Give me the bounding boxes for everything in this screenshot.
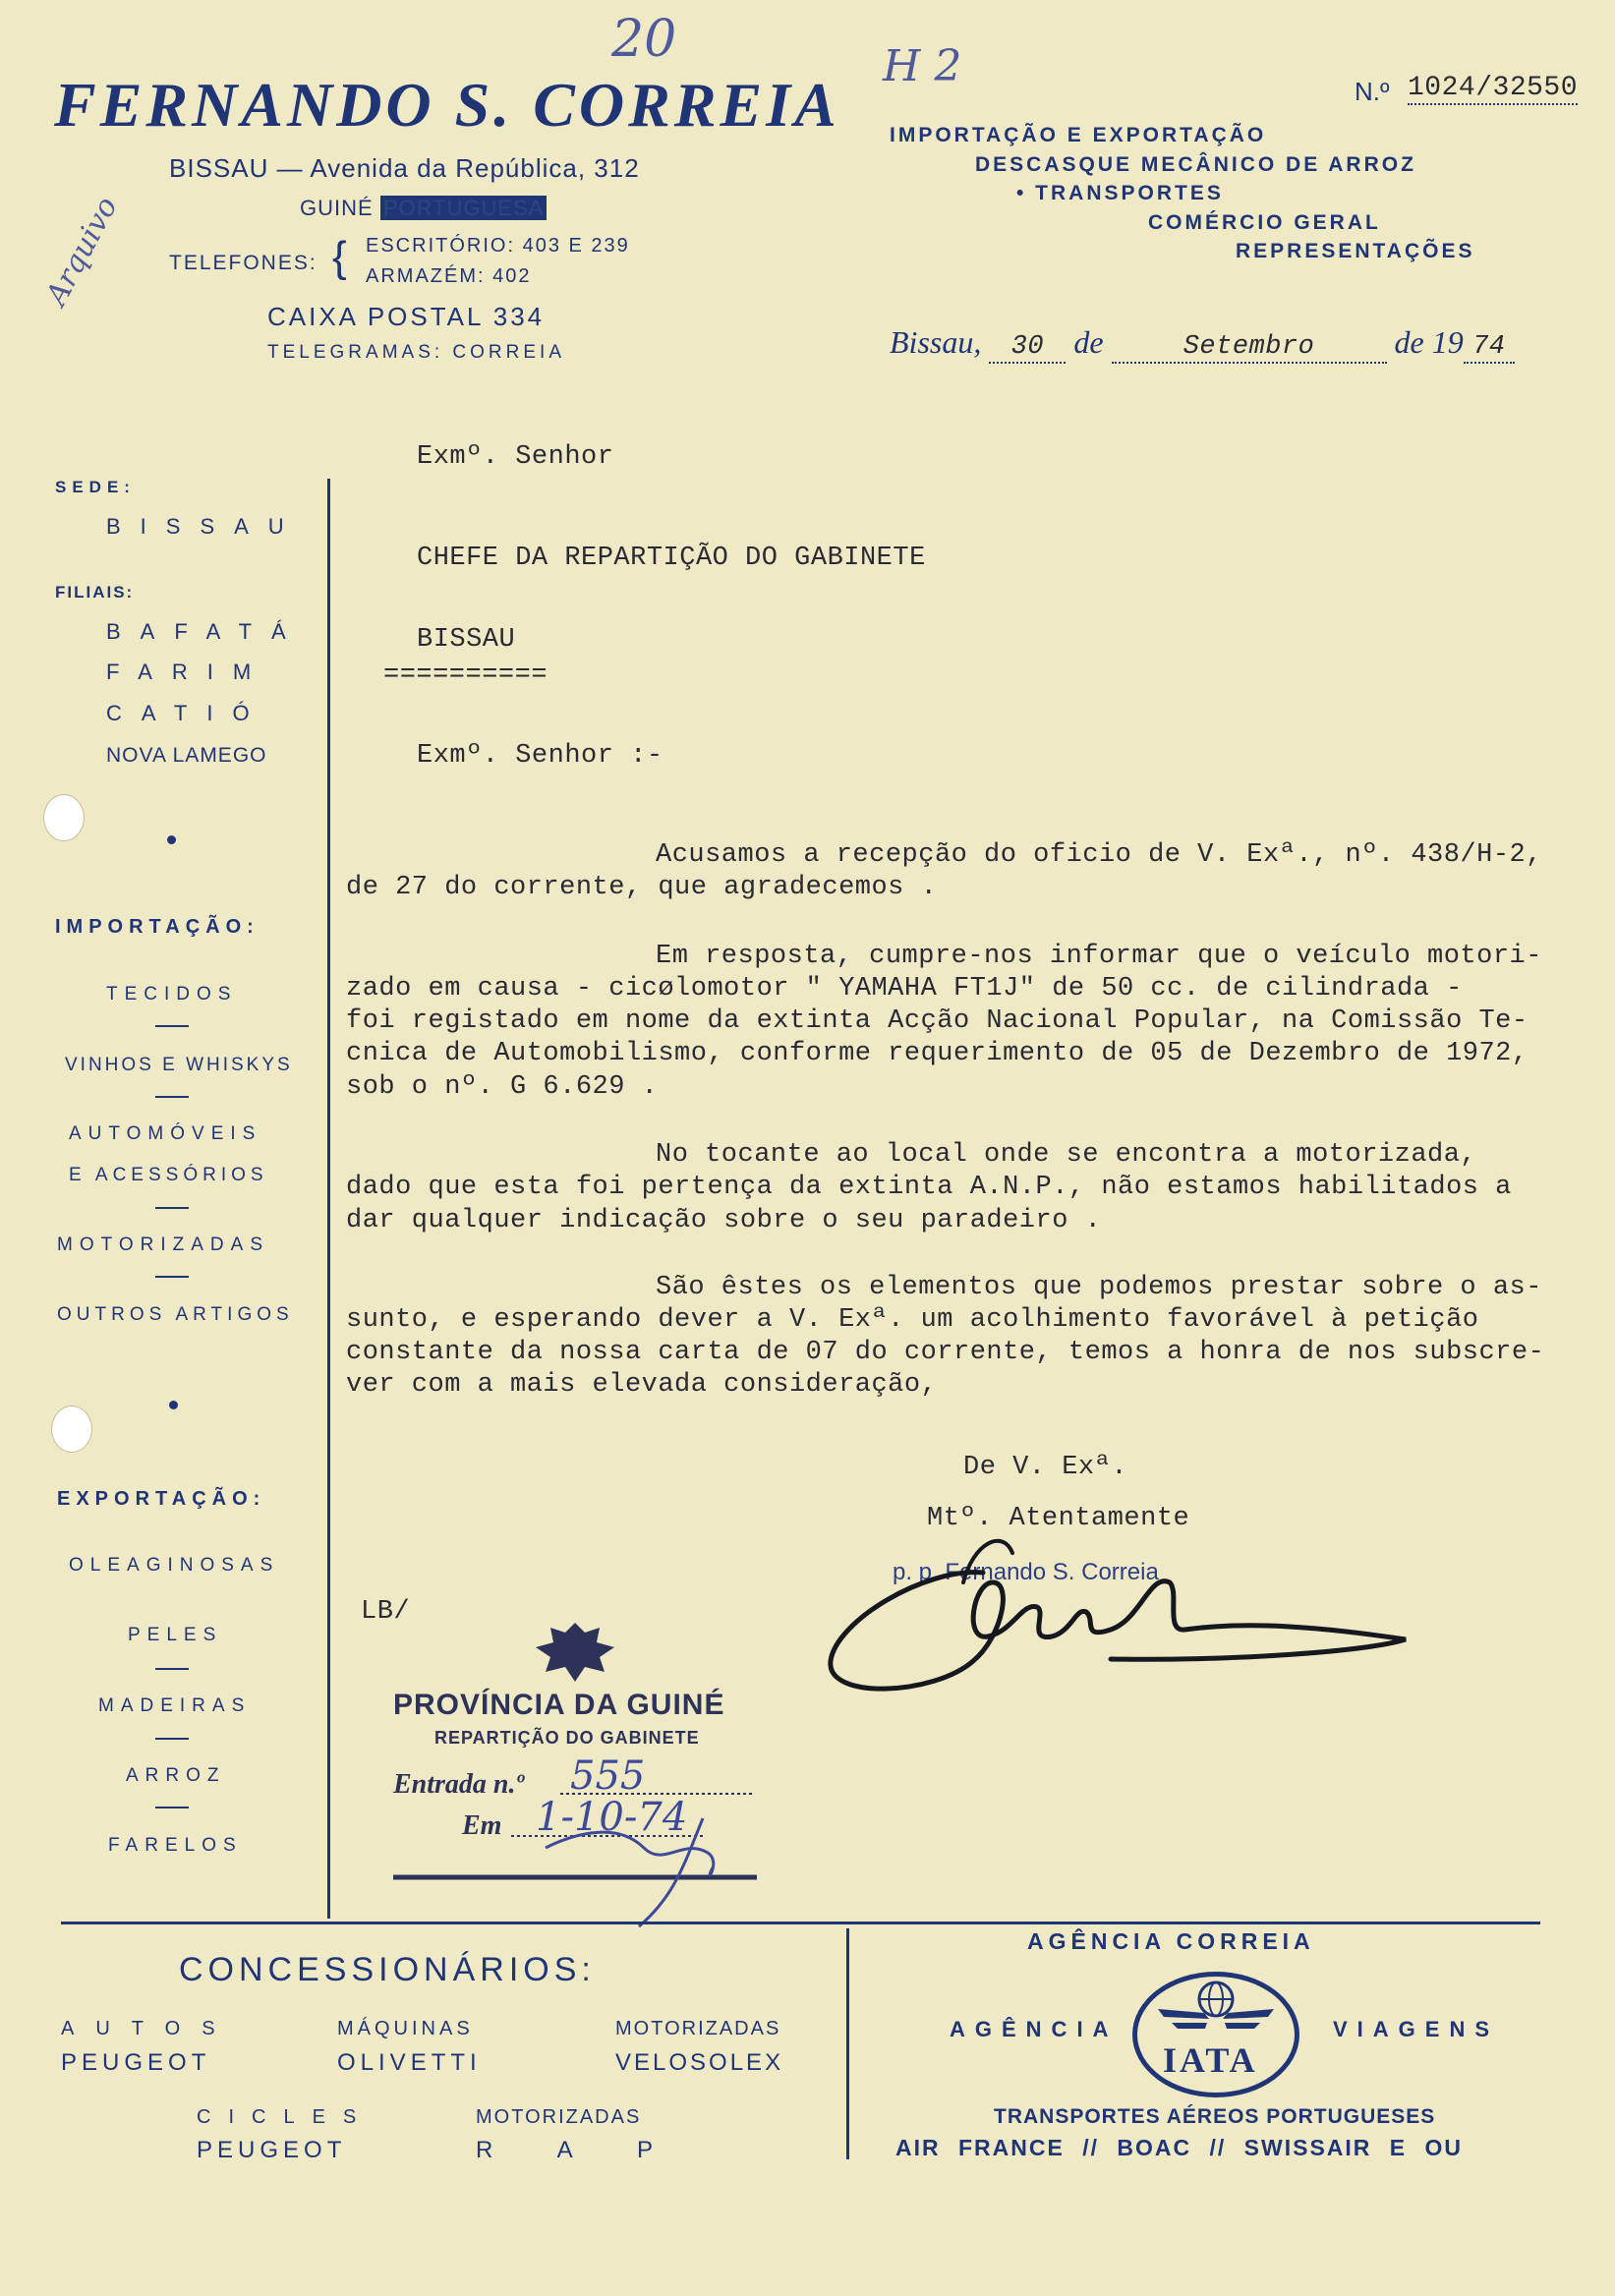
date-month: Setembro (1112, 332, 1387, 364)
motorizadas1-label: MOTORIZADAS (615, 2018, 781, 2039)
date-year: 74 (1464, 332, 1515, 364)
phone-warehouse: ARMAZÉM: 402 (366, 265, 532, 287)
po-box: CAIXA POSTAL 334 (267, 302, 546, 331)
importacao-label: IMPORTAÇÃO: (55, 916, 260, 938)
sidebar-bullet (169, 1401, 178, 1409)
company-name: FERNANDO S. CORREIA (54, 70, 840, 140)
divider (155, 1207, 189, 1209)
country-prefix: GUINÉ (300, 196, 374, 220)
p4-line2: sunto, e esperando dever a V. Exª. um acolhimento favorável à petição (346, 1305, 1479, 1335)
p2-line4: cnica de Automobilismo, conforme requerimento de 05 de Dezembro de 1972, (346, 1039, 1528, 1068)
p2-line3: foi registado em nome da extinta Acção Nacional Popular, na Comissão Te- (346, 1006, 1528, 1036)
recipient-city: BISSAU (417, 625, 516, 655)
filial-catio: CATIÓ (106, 701, 269, 725)
closing-de-v-exa: De V. Exª. (963, 1453, 1128, 1482)
export-arroz: ARROZ (126, 1765, 226, 1786)
import-automoveis: AUTOMÓVEIS (69, 1123, 262, 1144)
autos-label: AUTOS (61, 2018, 237, 2039)
agencia-right: VIAGENS (1333, 2017, 1500, 2041)
import-outros: OUTROS ARTIGOS (57, 1304, 294, 1325)
cicles-label: CICLES (197, 2106, 375, 2128)
stamp-em-label: Em (462, 1810, 502, 1841)
tap-text: TRANSPORTES AÉREOS PORTUGUESES (994, 2105, 1436, 2128)
sidebar-divider (327, 479, 330, 1919)
divider (155, 1807, 189, 1808)
sede-value: BISSAU (106, 514, 304, 539)
stamp-entrada-value: 555 (570, 1753, 646, 1799)
pp-signatory: p. p. Fernando S. Correia (893, 1559, 1159, 1585)
filiais-label: FILIAIS: (55, 583, 135, 602)
import-motorizadas: MOTORIZADAS (57, 1234, 269, 1255)
import-vinhos: VINHOS E WHISKYS (65, 1055, 293, 1075)
annotation-code: H 2 (883, 41, 962, 91)
autos-brand: PEUGEOT (61, 2049, 211, 2076)
service-transport: • TRANSPORTES (1016, 182, 1224, 204)
agencia-title: AGÊNCIA CORREIA (1027, 1928, 1315, 1954)
p3-line1: No tocante ao local onde se encontra a motorizada, (656, 1140, 1477, 1170)
divider (155, 1096, 189, 1098)
sidebar-bullet (167, 835, 176, 844)
concessionarios-title: CONCESSIONÁRIOS: (179, 1951, 596, 1988)
service-rice: DESCASQUE MECÂNICO DE ARROZ (975, 153, 1416, 176)
p4-line1: São êstes os elementos que podemos prestar sobre o as- (656, 1273, 1542, 1302)
sede-label: SEDE: (55, 478, 136, 496)
salutation: Exmº. Senhor :- (417, 741, 663, 771)
divider (155, 1276, 189, 1278)
phones-brace: { (332, 233, 347, 281)
filial-farim: FARIM (106, 660, 271, 684)
stamp-entrada-label: Entrada n.º (393, 1769, 524, 1800)
import-tecidos: TECIDOS (106, 984, 238, 1004)
typist-initials: LB/ (361, 1597, 411, 1627)
p3-line3: dar qualquer indicação sobre o seu paradeiro . (346, 1206, 1102, 1235)
salutation-top: Exmº. Senhor (417, 442, 614, 472)
footer-divider (61, 1922, 1540, 1924)
import-acessorios: E ACESSÓRIOS (69, 1165, 268, 1185)
service-representation: REPRESENTAÇÕES (1236, 240, 1475, 262)
maquinas-brand: OLIVETTI (337, 2049, 482, 2076)
footer-column-divider (846, 1928, 849, 2159)
ref-number: 1024/32550 (1408, 73, 1579, 103)
divider (155, 1668, 189, 1670)
p4-line4: ver com a mais elevada consideração, (346, 1370, 938, 1400)
export-farelos: FARELOS (108, 1835, 243, 1856)
p1-line2: de 27 do corrente, que agradecemos . (346, 873, 938, 902)
company-address: BISSAU — Avenida da República, 312 (169, 153, 640, 183)
p2-line1: Em resposta, cumpre-nos informar que o veículo motori- (656, 942, 1542, 971)
divider (155, 1025, 189, 1027)
export-oleaginosas: OLEAGINOSAS (69, 1555, 280, 1576)
p1-line1: Acusamos a recepção do oficio de V. Exª., nº. 438/H-2, (656, 840, 1542, 870)
motorizadas2-brand: R A P (476, 2137, 683, 2163)
p2-line2: zado em causa - cicølomotor " YAMAHA FT1J" de 50 cc. de cilindrada - (346, 974, 1463, 1004)
p3-line2: dado que esta foi pertença da extinta A.N.P., não estamos habilitados a (346, 1173, 1512, 1202)
punch-hole (43, 794, 85, 841)
coat-of-arms-icon (526, 1618, 624, 1687)
annotation-number: 20 (611, 10, 677, 69)
date-place: Bissau, (890, 324, 982, 360)
city-underline: ========== (383, 660, 548, 690)
stamp-lines (388, 1779, 762, 1936)
phone-office: ESCRITÓRIO: 403 E 239 (366, 235, 630, 257)
service-import-export: IMPORTAÇÃO E EXPORTAÇÃO (890, 124, 1267, 146)
punch-hole (51, 1406, 92, 1453)
motorizadas2-label: MOTORIZADAS (476, 2106, 642, 2128)
date-de: de (1073, 324, 1104, 360)
company-country (300, 196, 547, 221)
cicles-brand: PEUGEOT (197, 2137, 347, 2163)
date-day: 30 (989, 332, 1066, 364)
globe-wings-icon (1150, 1980, 1282, 2040)
stamp-department: REPARTIÇÃO DO GABINETE (434, 1728, 700, 1748)
filial-nova-lamego: NOVA LAMEGO (106, 744, 267, 767)
annotation-archive: Arquivo (39, 191, 125, 312)
phones-label: TELEFONES: (169, 252, 317, 274)
stamp-em-value: 1-10-74 (536, 1795, 688, 1840)
ref-label: N.º (1355, 77, 1390, 106)
closing-atentamente: Mtº. Atentamente (927, 1504, 1190, 1533)
airlines-text: AIR FRANCE // BOAC // SWISSAIR E OU (895, 2135, 1464, 2160)
exportacao-label: EXPORTAÇÃO: (57, 1488, 266, 1510)
export-madeiras: MADEIRAS (98, 1695, 252, 1716)
telegrams: TELEGRAMAS: CORREIA (267, 342, 565, 363)
divider (155, 1738, 189, 1740)
signature (816, 1514, 1425, 1720)
agencia-left: AGÊNCIA (950, 2017, 1119, 2041)
maquinas-label: MÁQUINAS (337, 2018, 474, 2039)
recipient: CHEFE DA REPARTIÇÃO DO GABINETE (417, 544, 926, 573)
date-year-prefix: de 19 (1394, 324, 1464, 360)
iata-text: IATA (1163, 2040, 1258, 2080)
stamp-province: PROVÍNCIA DA GUINÉ (393, 1689, 725, 1721)
export-peles: PELES (128, 1625, 223, 1645)
filial-bafata: BAFATÁ (106, 619, 306, 644)
p2-line5: sob o nº. G 6.629 . (346, 1072, 659, 1102)
country-struck: PORTUGUESA (380, 196, 548, 220)
service-commerce: COMÉRCIO GERAL (1148, 211, 1381, 234)
motorizadas1-brand: VELOSOLEX (615, 2049, 784, 2076)
p4-line3: constante da nossa carta de 07 do corrente, temos a honra de nos subscre- (346, 1338, 1545, 1367)
date-line (890, 324, 1515, 364)
